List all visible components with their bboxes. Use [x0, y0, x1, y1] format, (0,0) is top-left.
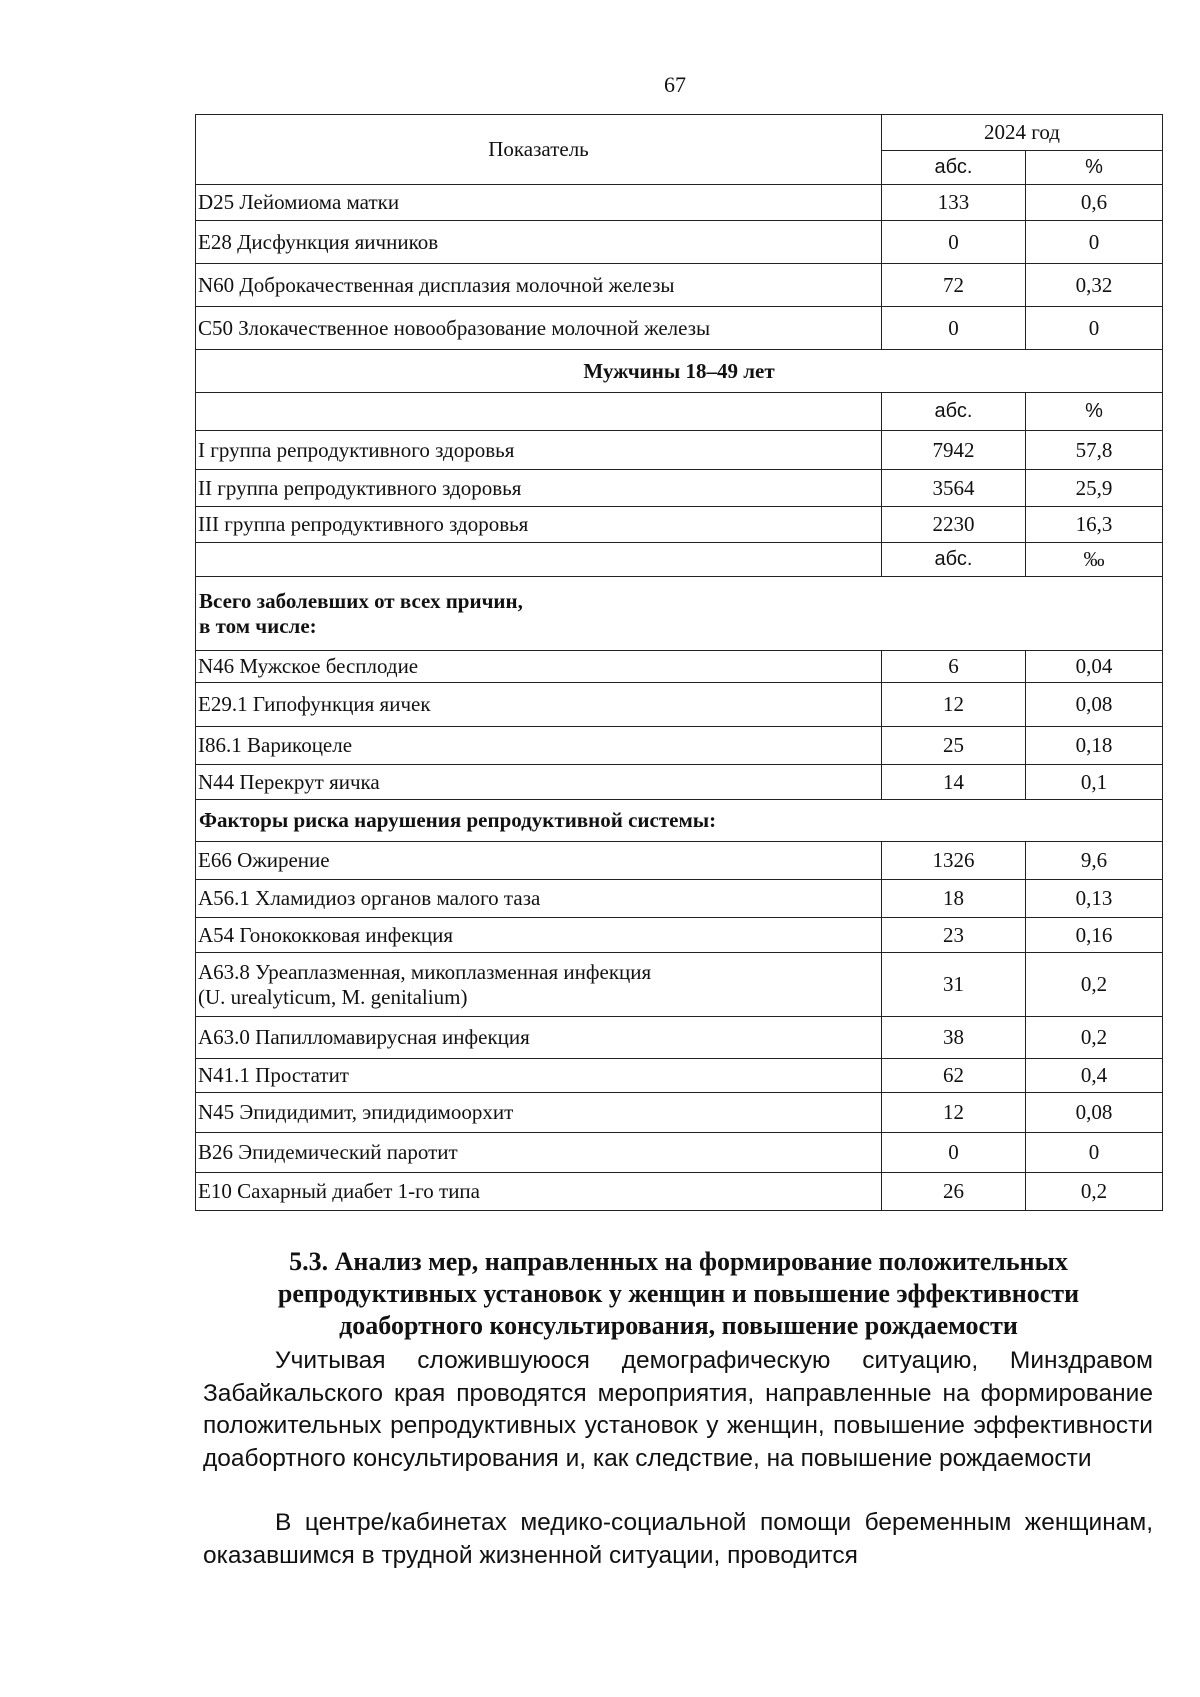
table-row [196, 953, 1163, 1017]
table-row [196, 1173, 1163, 1211]
row-name: E28 Дисфункция яичников [196, 221, 882, 264]
row-pct: 0,08 [1026, 1093, 1163, 1133]
header-indicator: Показатель [196, 115, 882, 185]
section-title-line1: 5.3. Анализ мер, направленных на формирование положительных [289, 1247, 1068, 1276]
row-abs: 12 [882, 683, 1026, 727]
row-name: II группа репродуктивного здоровья [196, 470, 882, 507]
header-abs: абс. [882, 151, 1026, 185]
row-pct: 0,13 [1026, 880, 1163, 918]
page-number: 67 [664, 72, 686, 97]
row-name: A56.1 Хламидиоз органов малого таза [196, 880, 882, 918]
row-abs: 72 [882, 264, 1026, 307]
row-name: N60 Доброкачественная дисплазия молочной железы [196, 264, 882, 307]
row-name: N44 Перекрут яичка [196, 765, 882, 800]
row-abs: 0 [882, 221, 1026, 264]
row-abs: 3564 [882, 470, 1026, 507]
row-abs: 38 [882, 1017, 1026, 1059]
table-row [196, 765, 1163, 800]
table-row [196, 1133, 1163, 1173]
row-abs: 0 [882, 307, 1026, 350]
row-abs: 62 [882, 1059, 1026, 1093]
table-row [196, 880, 1163, 918]
row-abs: 26 [882, 1173, 1026, 1211]
table-row [196, 1093, 1163, 1133]
row-abs: 1326 [882, 842, 1026, 880]
row-abs: 31 [882, 953, 1026, 1017]
row-pct: 0,6 [1026, 185, 1163, 221]
row-abs: 7942 [882, 431, 1026, 470]
row-pct: 0,2 [1026, 953, 1163, 1017]
row-name: I группа репродуктивного здоровья [196, 431, 882, 470]
row-name-line2: (U. urealyticum, M. genitalium) [198, 984, 468, 1009]
row-name: E10 Сахарный диабет 1-го типа [196, 1173, 882, 1211]
row-abs: 2230 [882, 507, 1026, 543]
row-pct: 9,6 [1026, 842, 1163, 880]
table-row [196, 431, 1163, 470]
row-abs: 25 [882, 727, 1026, 765]
table-row [196, 264, 1163, 307]
men-col-pct: % [1026, 393, 1163, 431]
row-name: D25 Лейомиома матки [196, 185, 882, 221]
row-name: E29.1 Гипофункция яичек [196, 683, 882, 727]
statistics-table-container [195, 114, 1162, 1211]
row-pct: 0,18 [1026, 727, 1163, 765]
permille-col-label: ‰ [1026, 543, 1163, 577]
paragraph-2 [203, 1507, 1153, 1572]
empty-cell [196, 393, 882, 431]
row-pct: 16,3 [1026, 507, 1163, 543]
row-name: N41.1 Простатит [196, 1059, 882, 1093]
row-name [196, 953, 882, 1017]
row-name: N46 Мужское бесплодие [196, 651, 882, 683]
section-title-line2: репродуктивных установок у женщин и повышение эффективности [277, 1279, 1080, 1308]
row-pct: 0 [1026, 1133, 1163, 1173]
risk-factors-heading: Факторы риска нарушения репродуктивной системы: [196, 800, 1163, 842]
table-row [196, 1017, 1163, 1059]
row-abs: 6 [882, 651, 1026, 683]
section-title [195, 1246, 1162, 1342]
paragraph-1 [203, 1345, 1153, 1475]
row-pct: 0,04 [1026, 651, 1163, 683]
total-sick-line1: Всего заболевших от всех причин, [199, 589, 523, 614]
row-pct: 0,16 [1026, 918, 1163, 953]
row-pct: 0,2 [1026, 1173, 1163, 1211]
total-sick-heading [196, 577, 1163, 651]
row-name-line1: A63.8 Уреаплазменная, микоплазменная инфекция [198, 960, 652, 985]
empty-cell [196, 543, 882, 577]
row-name: A54 Гонококковая инфекция [196, 918, 882, 953]
men-section-heading: Мужчины 18–49 лет [196, 350, 1163, 393]
table-row [196, 683, 1163, 727]
men-col-abs: абс. [882, 393, 1026, 431]
paragraph-1-text: Учитывая сложившуюося демографическую ситуацию, Минздравом Забайкальского края проводятся мероприятия, направленные на формирование положительных репродуктивных установок у женщин, повышение эффективности доабортного консультирования и, как следствие, на повышение рождаемости [203, 1347, 1153, 1472]
table-row [196, 470, 1163, 507]
statistics-table [195, 114, 1163, 1211]
row-name: N45 Эпидидимит, эпидидимоорхит [196, 1093, 882, 1133]
table-row [196, 307, 1163, 350]
header-pct: % [1026, 151, 1163, 185]
row-pct: 0 [1026, 221, 1163, 264]
row-name: E66 Ожирение [196, 842, 882, 880]
table-row [196, 185, 1163, 221]
row-pct: 0,08 [1026, 683, 1163, 727]
row-pct: 0,2 [1026, 1017, 1163, 1059]
row-pct: 0 [1026, 307, 1163, 350]
row-name: A63.0 Папилломавирусная инфекция [196, 1017, 882, 1059]
permille-col-abs: абс. [882, 543, 1026, 577]
row-abs: 0 [882, 1133, 1026, 1173]
total-sick-line2: в том числе: [199, 613, 317, 638]
table-row [196, 651, 1163, 683]
table-row [196, 221, 1163, 264]
row-abs: 14 [882, 765, 1026, 800]
table-row [196, 842, 1163, 880]
row-pct: 57,8 [1026, 431, 1163, 470]
header-year: 2024 год [882, 115, 1163, 151]
row-abs: 18 [882, 880, 1026, 918]
row-name: C50 Злокачественное новообразование молочной железы [196, 307, 882, 350]
row-pct: 0,1 [1026, 765, 1163, 800]
paragraph-2-text: В центре/кабинетах медико-социальной помощи беременным женщинам, оказавшимся в трудной жизненной ситуации, проводится [203, 1509, 1153, 1569]
row-abs: 12 [882, 1093, 1026, 1133]
row-name: III группа репродуктивного здоровья [196, 507, 882, 543]
table-row [196, 918, 1163, 953]
table-row [196, 1059, 1163, 1093]
row-abs: 23 [882, 918, 1026, 953]
table-row [196, 507, 1163, 543]
section-title-line3: доабортного консультирования, повышение рождаемости [339, 1311, 1018, 1340]
table-row [196, 727, 1163, 765]
row-pct: 25,9 [1026, 470, 1163, 507]
row-name: B26 Эпидемический паротит [196, 1133, 882, 1173]
row-abs: 133 [882, 185, 1026, 221]
row-pct: 0,32 [1026, 264, 1163, 307]
row-pct: 0,4 [1026, 1059, 1163, 1093]
row-name: I86.1 Варикоцеле [196, 727, 882, 765]
